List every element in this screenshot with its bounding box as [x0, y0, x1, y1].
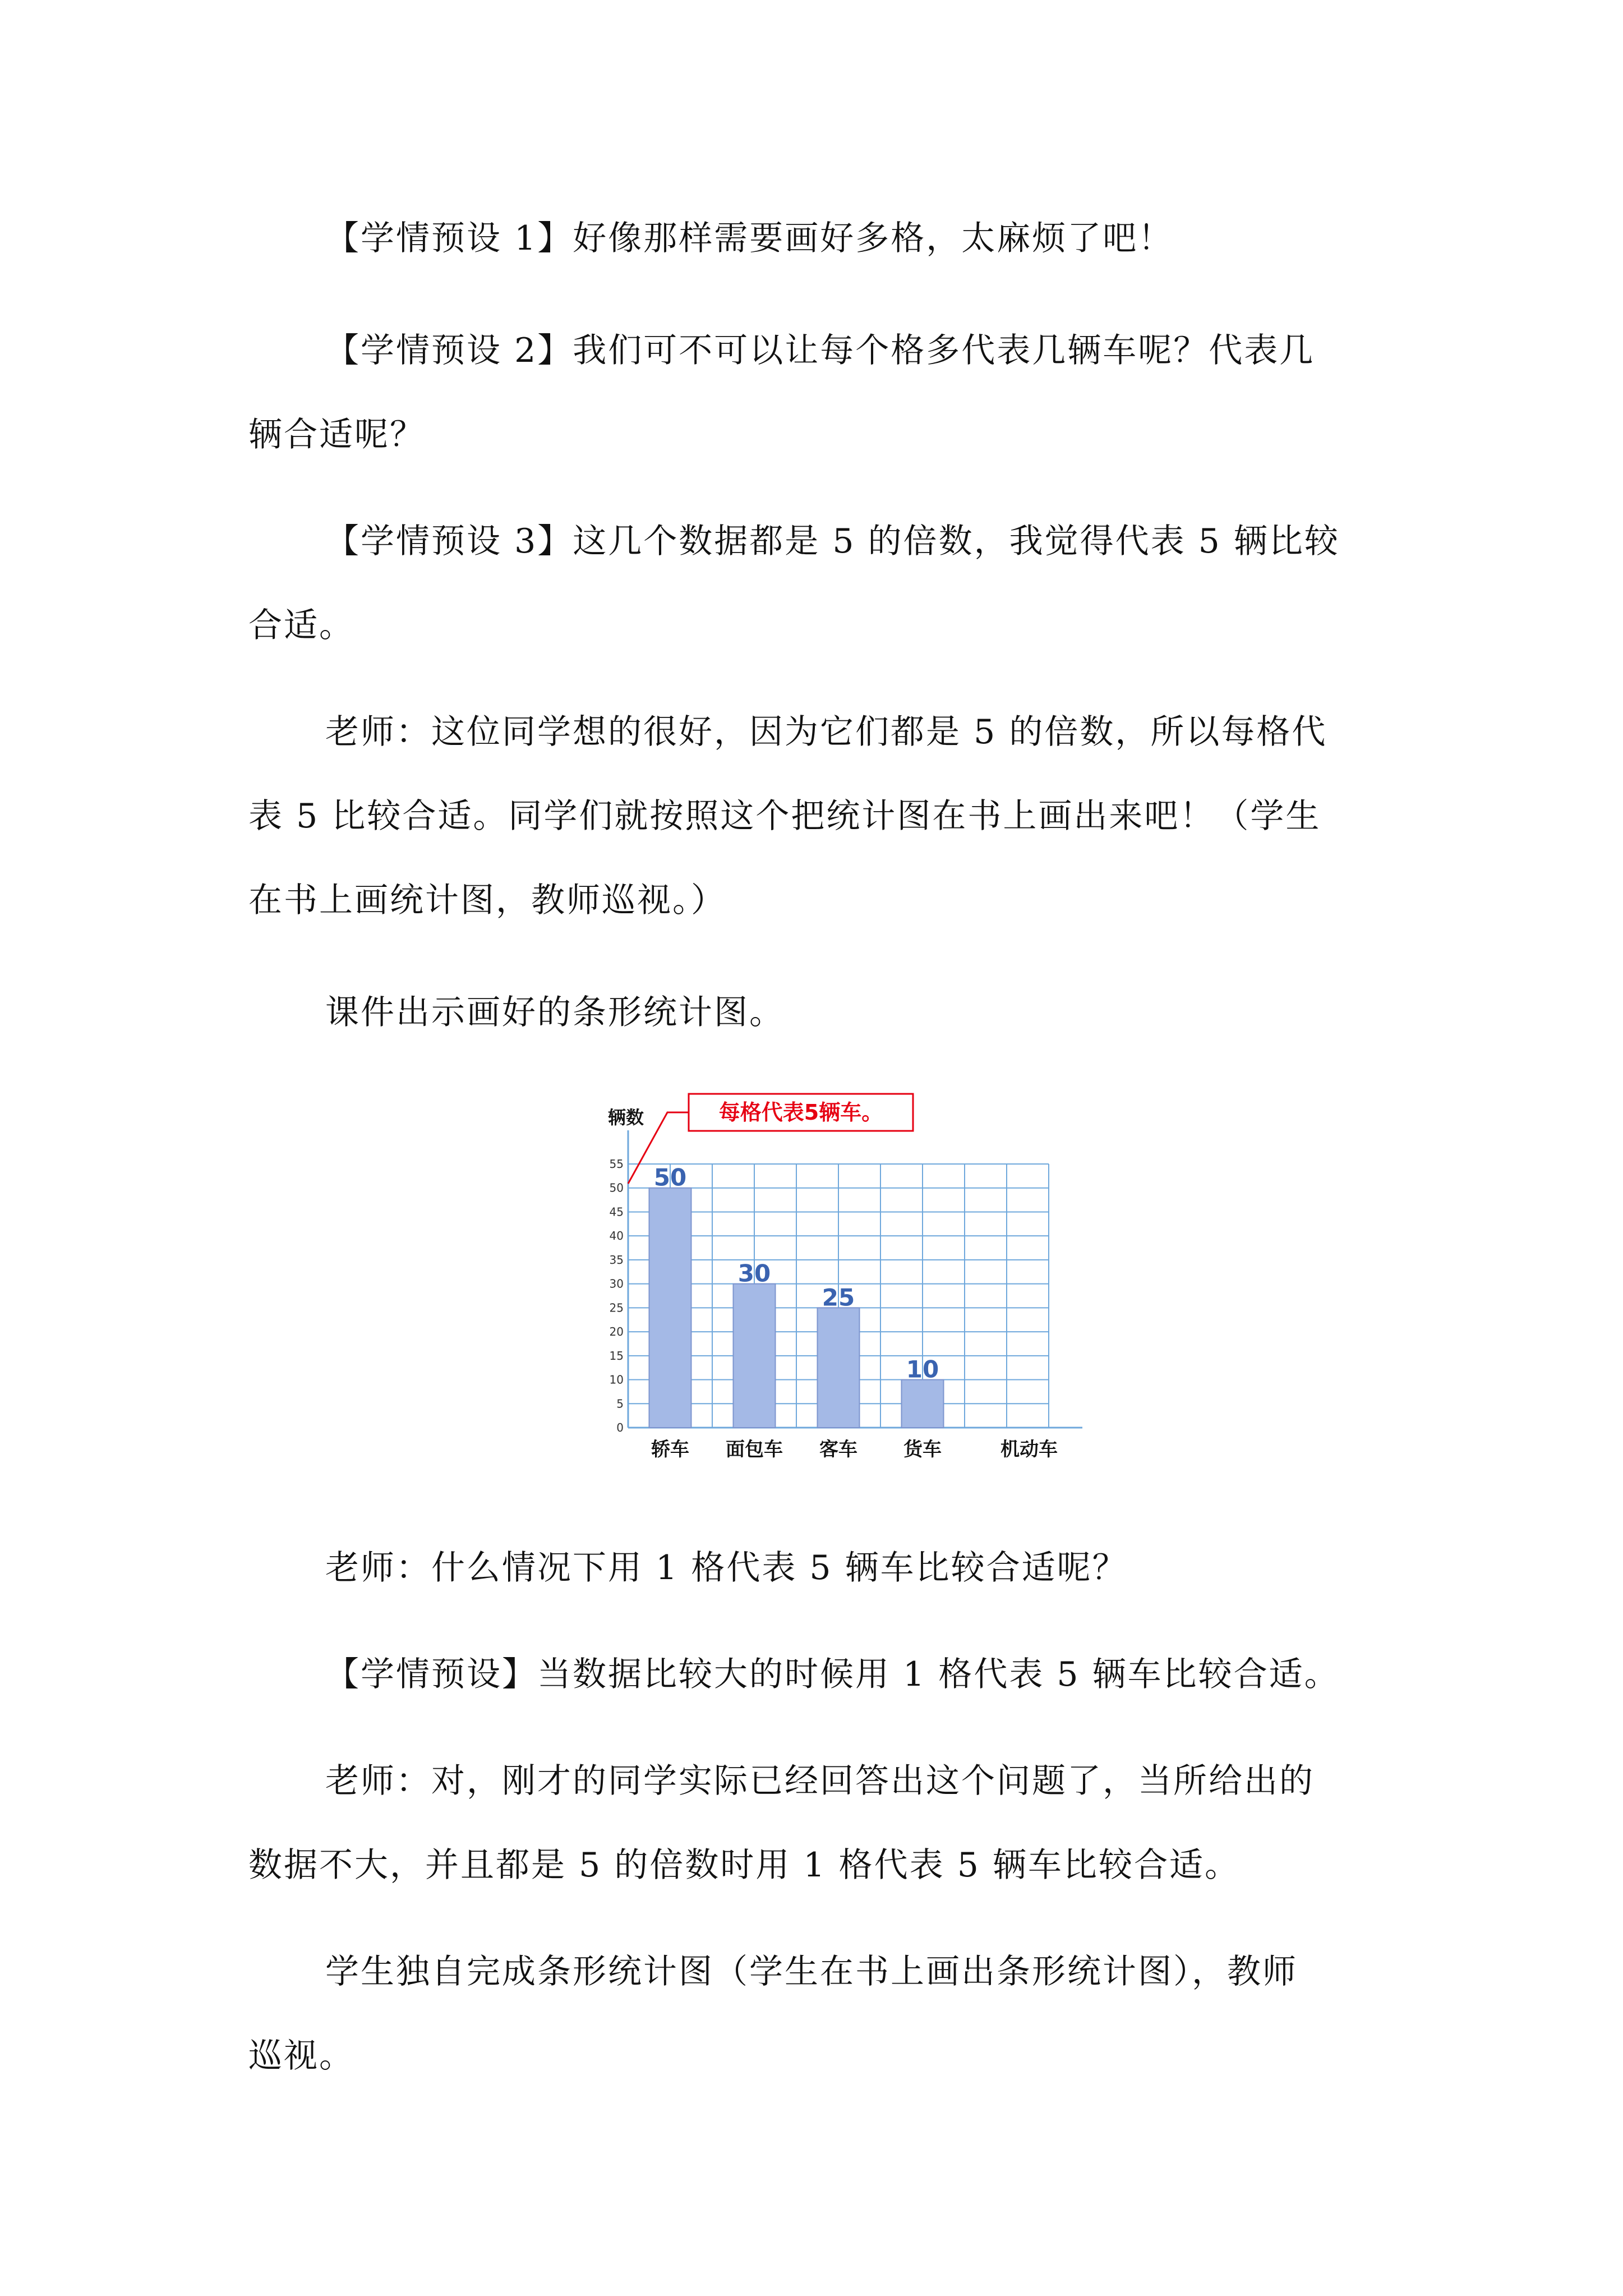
paragraph-4-line-3: 在书上画统计图，教师巡视。） — [248, 881, 726, 920]
paragraph-9-line-1: 学生独自完成条形统计图（学生在书上画出条形统计图），教师 — [325, 1952, 1298, 1991]
y-tick-label: 50 — [609, 1181, 624, 1195]
bar-chart — [594, 1085, 1099, 1498]
x-category-label: 轿车 — [651, 1438, 689, 1461]
paragraph-5: 课件出示画好的条形统计图。 — [325, 993, 785, 1032]
x-category-label: 面包车 — [726, 1438, 783, 1461]
paragraph-4-line-1: 老师：这位同学想的很好，因为它们都是 5 的倍数，所以每格代 — [325, 712, 1327, 752]
paragraph-3-line-2: 合适。 — [248, 606, 354, 645]
paragraph-7: 【学情预设】当数据比较大的时候用 1 格代表 5 辆车比较合适。 — [325, 1655, 1340, 1694]
y-tick-label: 5 — [616, 1397, 624, 1411]
bar — [734, 1284, 776, 1428]
bar — [902, 1380, 944, 1428]
paragraph-3-line-1: 【学情预设 3】这几个数据都是 5 的倍数，我觉得代表 5 辆比较 — [325, 522, 1340, 561]
y-tick-label: 40 — [609, 1229, 624, 1243]
paragraph-9-line-2: 巡视。 — [248, 2036, 354, 2076]
bar-value-label: 50 — [653, 1163, 687, 1191]
y-tick-label: 0 — [616, 1421, 624, 1434]
y-tick-label: 15 — [609, 1349, 624, 1363]
y-tick-label: 10 — [609, 1373, 624, 1387]
y-tick-label: 55 — [609, 1157, 624, 1171]
x-category-label: 货车 — [903, 1438, 942, 1461]
bar — [649, 1188, 691, 1428]
paragraph-4-line-2: 表 5 比较合适。同学们就按照这个把统计图在书上画出来吧！（学生 — [248, 797, 1321, 836]
y-tick-label: 35 — [609, 1253, 624, 1267]
paragraph-6: 老师：什么情况下用 1 格代表 5 辆车比较合适呢？ — [325, 1548, 1128, 1588]
y-tick-label: 30 — [609, 1277, 624, 1291]
annotation-text: 每格代表5辆车。 — [718, 1100, 883, 1125]
y-axis-title: 辆数 — [608, 1107, 644, 1128]
paragraph-8-line-2: 数据不大，并且都是 5 的倍数时用 1 格代表 5 辆车比较合适。 — [248, 1846, 1240, 1885]
y-tick-label: 25 — [609, 1301, 624, 1315]
paragraph-1: 【学情预设 1】好像那样需要画好多格，太麻烦了吧！ — [325, 219, 1174, 258]
x-category-label: 客车 — [819, 1438, 857, 1461]
paragraph-2-line-2: 辆合适呢？ — [248, 415, 425, 454]
bar-value-label: 25 — [822, 1283, 855, 1312]
y-tick-label: 20 — [609, 1325, 624, 1339]
bar-value-label: 30 — [737, 1259, 771, 1287]
bar — [818, 1308, 860, 1428]
y-tick-label: 45 — [609, 1205, 624, 1219]
x-category-label: 机动车 — [1000, 1438, 1058, 1461]
bar-value-label: 10 — [906, 1355, 939, 1383]
paragraph-2-line-1: 【学情预设 2】我们可不可以让每个格多代表几辆车呢？代表几 — [325, 331, 1315, 370]
paragraph-8-line-1: 老师：对，刚才的同学实际已经回答出这个问题了，当所给出的 — [325, 1761, 1315, 1801]
